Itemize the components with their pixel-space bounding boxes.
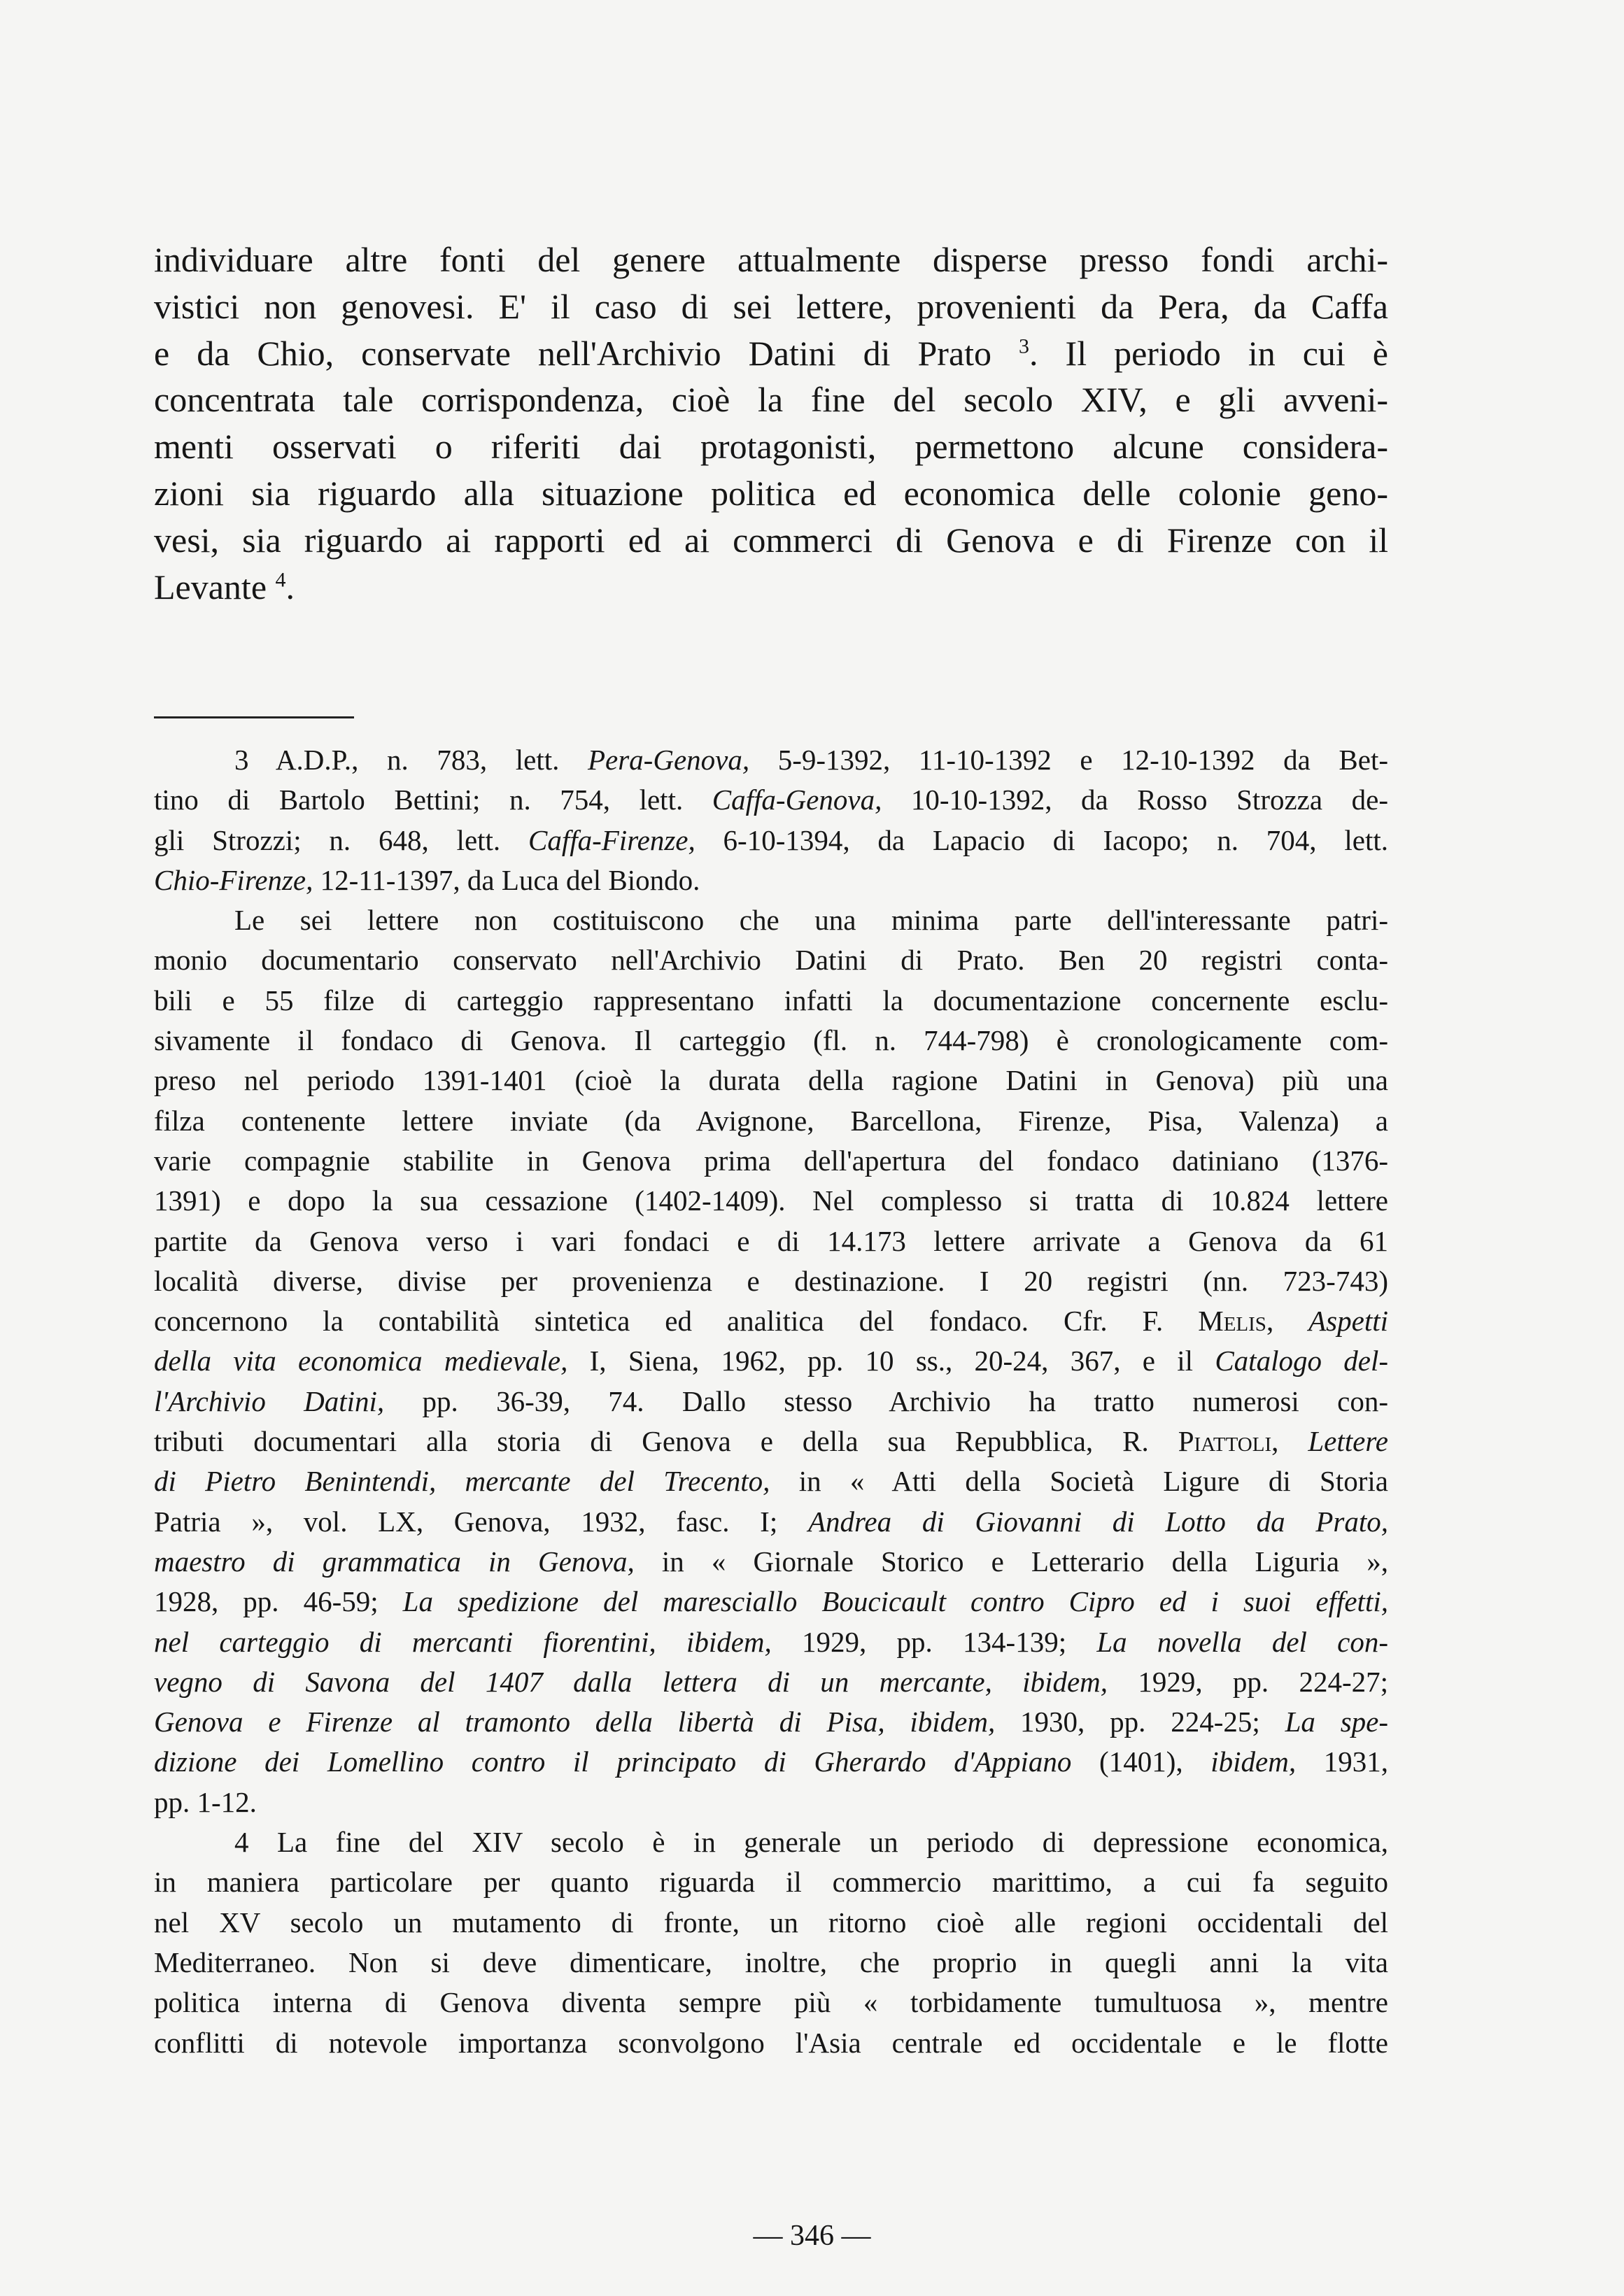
text-run: filza contenente lettere inviate (da Avignone, Barcellona, Firenze, Pisa, Valenza) a [154,1104,1388,1137]
text-run: vegno di Savona del 1407 dalla lettera di un mercante, ibidem, [154,1665,1108,1698]
footnote-line [154,1382,1388,1422]
text-run: maestro di grammatica in Genova, [154,1545,635,1578]
text-run: dizione dei Lomellino contro il principato di Gherardo d'Appiano [154,1745,1072,1778]
text-run: zioni sia riguardo alla situazione politica ed economica delle colonie geno- [154,473,1388,513]
text-run: , [1266,1305,1309,1338]
text-run: 1931, [1296,1745,1389,1778]
footnote-line [154,1502,1388,1542]
body-text [154,236,1388,610]
text-run: 3 A.D.P., n. 783, lett. [234,744,588,776]
footnote-line [154,821,1388,860]
footnote-line [154,1101,1388,1141]
text-run: politica interna di Genova diventa sempre più « torbidamente tumultuosa », mentre [154,1986,1388,2019]
text-run: 1929, pp. 134-139; [771,1625,1097,1658]
text-run: località diverse, divise per provenienza e destinazione. I 20 registri (nn. 723-743) [154,1264,1388,1297]
text-run: tino di Bartolo Bettini; n. 754, lett. [154,784,712,816]
footnote-line [154,1822,1388,1862]
text-run: partite da Genova verso i vari fondaci e di 14.173 lettere arrivate a Genova da 61 [154,1224,1388,1257]
text-run: individuare altre fonti del genere attualmente disperse presso fondi archi- [154,240,1388,279]
text-run: varie compagnie stabilite in Genova prima dell'apertura del fondaco datiniano (1376- [154,1144,1388,1177]
text-run: in maniera particolare per quanto riguarda il commercio marittimo, a cui fa seguito [154,1866,1388,1899]
text-run: La spedizione del maresciallo Boucicault contro Cipro ed i suoi effetti, [402,1585,1388,1618]
text-run: 1930, pp. 224-25; [995,1706,1285,1738]
text-run: Melis [1198,1305,1266,1338]
text-run: vesi, sia riguardo ai rapporti ed ai commerci di Genova e di Firenze con il [154,520,1388,560]
text-run: in « Giornale Storico e Letterario della Liguria », [634,1545,1388,1578]
text-run: gli Strozzi; n. 648, lett. [154,823,528,856]
text-run: 12-11-1397, da Luca del Biondo. [313,863,700,896]
body-line [154,376,1388,423]
text-run: menti osservati o riferiti dai protagonisti, permettono alcune considera- [154,427,1388,467]
footnote-reference: 3 [1019,334,1030,357]
footnote-line [154,1742,1388,1782]
text-run: La spe- [1285,1706,1389,1738]
text-run: bili e 55 filze di carteggio rappresentano infatti la documentazione concernente esclu- [154,984,1388,1016]
footnote-line [154,981,1388,1021]
footnote-line [154,1983,1388,2022]
footnote-line [154,940,1388,980]
body-line [154,470,1388,517]
text-run: Mediterraneo. Non si deve dimenticare, inoltre, che proprio in quegli anni la vita [154,1946,1388,1978]
footnote-reference: 4 [275,567,286,591]
text-run: Patria », vol. LX, Genova, 1932, fasc. I; [154,1505,808,1538]
footnote-line [154,1181,1388,1221]
text-run: preso nel periodo 1391-1401 (cioè la durata della ragione Datini in Genova) più una [154,1064,1388,1097]
footnote-line [154,1662,1388,1702]
footnote-line [154,1582,1388,1622]
text-run: Levante [154,567,276,607]
text-run: 1391) e dopo la sua cessazione (1402-1409). Nel complesso si tratta di 10.824 lettere [154,1184,1388,1217]
text-run: della vita economica medievale, [154,1345,568,1377]
body-line [154,236,1388,283]
text-run: . [285,567,295,607]
footnote-line [154,780,1388,820]
footnote-line [154,1422,1388,1461]
text-run: 1928, pp. 46-59; [154,1585,403,1618]
text-run: Lettere [1308,1425,1388,1458]
footnote-line [154,1461,1388,1501]
text-run: e da Chio, conservate nell'Archivio Datini di Prato [154,333,1019,373]
text-run: pp. 1-12. [154,1785,257,1818]
body-line [154,283,1388,330]
footnotes [154,740,1388,2063]
text-run: pp. 36-39, 74. Dallo stesso Archivio ha tratto numerosi con- [384,1384,1388,1417]
text-run: I, Siena, 1962, pp. 10 ss., 20-24, 367, e il [567,1345,1215,1377]
text-run: di Pietro Benintendi, mercante del Trecento, [154,1465,770,1498]
text-run: concernono la contabilità sintetica ed analitica del fondaco. Cfr. F. [154,1305,1199,1338]
footnote-line [154,1862,1388,1902]
text-run: Genova e Firenze al tramonto della libertà di Pisa, ibidem, [154,1706,996,1738]
text-run: concentrata tale corrispondenza, cioè la fine del secolo XIV, e gli avveni- [154,380,1388,420]
text-run: nel carteggio di mercanti fiorentini, ibidem, [154,1625,772,1658]
footnote-line [154,1622,1388,1662]
text-run: . Il periodo in cui è [1029,333,1388,373]
footnote-line [154,1141,1388,1181]
footnote-line [154,1903,1388,1943]
footnote-line [154,1061,1388,1100]
body-line [154,517,1388,564]
body-line [154,423,1388,470]
footnote-line [154,1301,1388,1341]
footnote-line [154,1542,1388,1582]
footnote-line [154,860,1388,900]
text-run: nel XV secolo un mutamento di fronte, un ritorno cioè alle regioni occidentali del [154,1906,1388,1939]
text-run: 10-10-1392, da Rosso Strozza de- [882,784,1388,816]
text-run: , [1271,1425,1308,1458]
footnote-line [154,2023,1388,2063]
text-run: in « Atti della Società Ligure di Storia [770,1465,1388,1498]
text-run: l'Archivio Datini, [154,1384,385,1417]
text-run: 1929, pp. 224-27; [1108,1665,1388,1698]
body-line [154,330,1388,377]
text-run: 6-10-1394, da Lapacio di Iacopo; n. 704, lett. [695,823,1388,856]
text-run: Aspetti [1308,1305,1389,1338]
text-run: ibidem, [1210,1745,1297,1778]
text-run: vistici non genovesi. E' il caso di sei lettere, provenienti da Pera, da Caffa [154,286,1388,326]
footnote-line [154,1261,1388,1301]
footnote-line [154,1702,1388,1742]
text-run: Catalogo del- [1215,1345,1388,1377]
footnote-line [154,1783,1388,1822]
text-run: sivamente il fondaco di Genova. Il carteggio (fl. n. 744-798) è cronologicamente com- [154,1024,1388,1057]
text-run: Piattoli [1178,1425,1272,1458]
text-run: Chio-Firenze, [154,863,313,896]
text-run: Pera-Genova, [587,744,750,776]
text-run: Caffa-Firenze, [528,823,696,856]
text-run: Caffa-Genova, [712,784,882,816]
footnote-line [154,1341,1388,1381]
footnote-line [154,1021,1388,1061]
text-run: La novella del con- [1096,1625,1389,1658]
text-run: monio documentario conservato nell'Archivio Datini di Prato. Ben 20 registri conta- [154,944,1388,977]
text-run: conflitti di notevole importanza sconvolgono l'Asia centrale ed occidentale e le flotte [154,2026,1388,2059]
text-run: 4 La fine del XIV secolo è in generale un periodo di depressione economica, [234,1826,1388,1859]
footnote-line [154,740,1388,780]
text-run: Andrea di Giovanni di Lotto da Prato, [807,1505,1388,1538]
text-run: tributi documentari alla storia di Genova e della sua Repubblica, R. [154,1425,1178,1458]
text-run: Le sei lettere non costituiscono che una minima parte dell'interessante patri- [234,904,1388,937]
footnote-line [154,1221,1388,1261]
footnote-separator [154,716,354,718]
footnote-line [154,1943,1388,1983]
text-run: (1401), [1071,1745,1211,1778]
body-line [154,564,1388,611]
page-number: — 346 — [753,2220,871,2252]
text-run: 5-9-1392, 11-10-1392 e 12-10-1392 da Bet- [749,744,1388,776]
footnote-line [154,900,1388,940]
